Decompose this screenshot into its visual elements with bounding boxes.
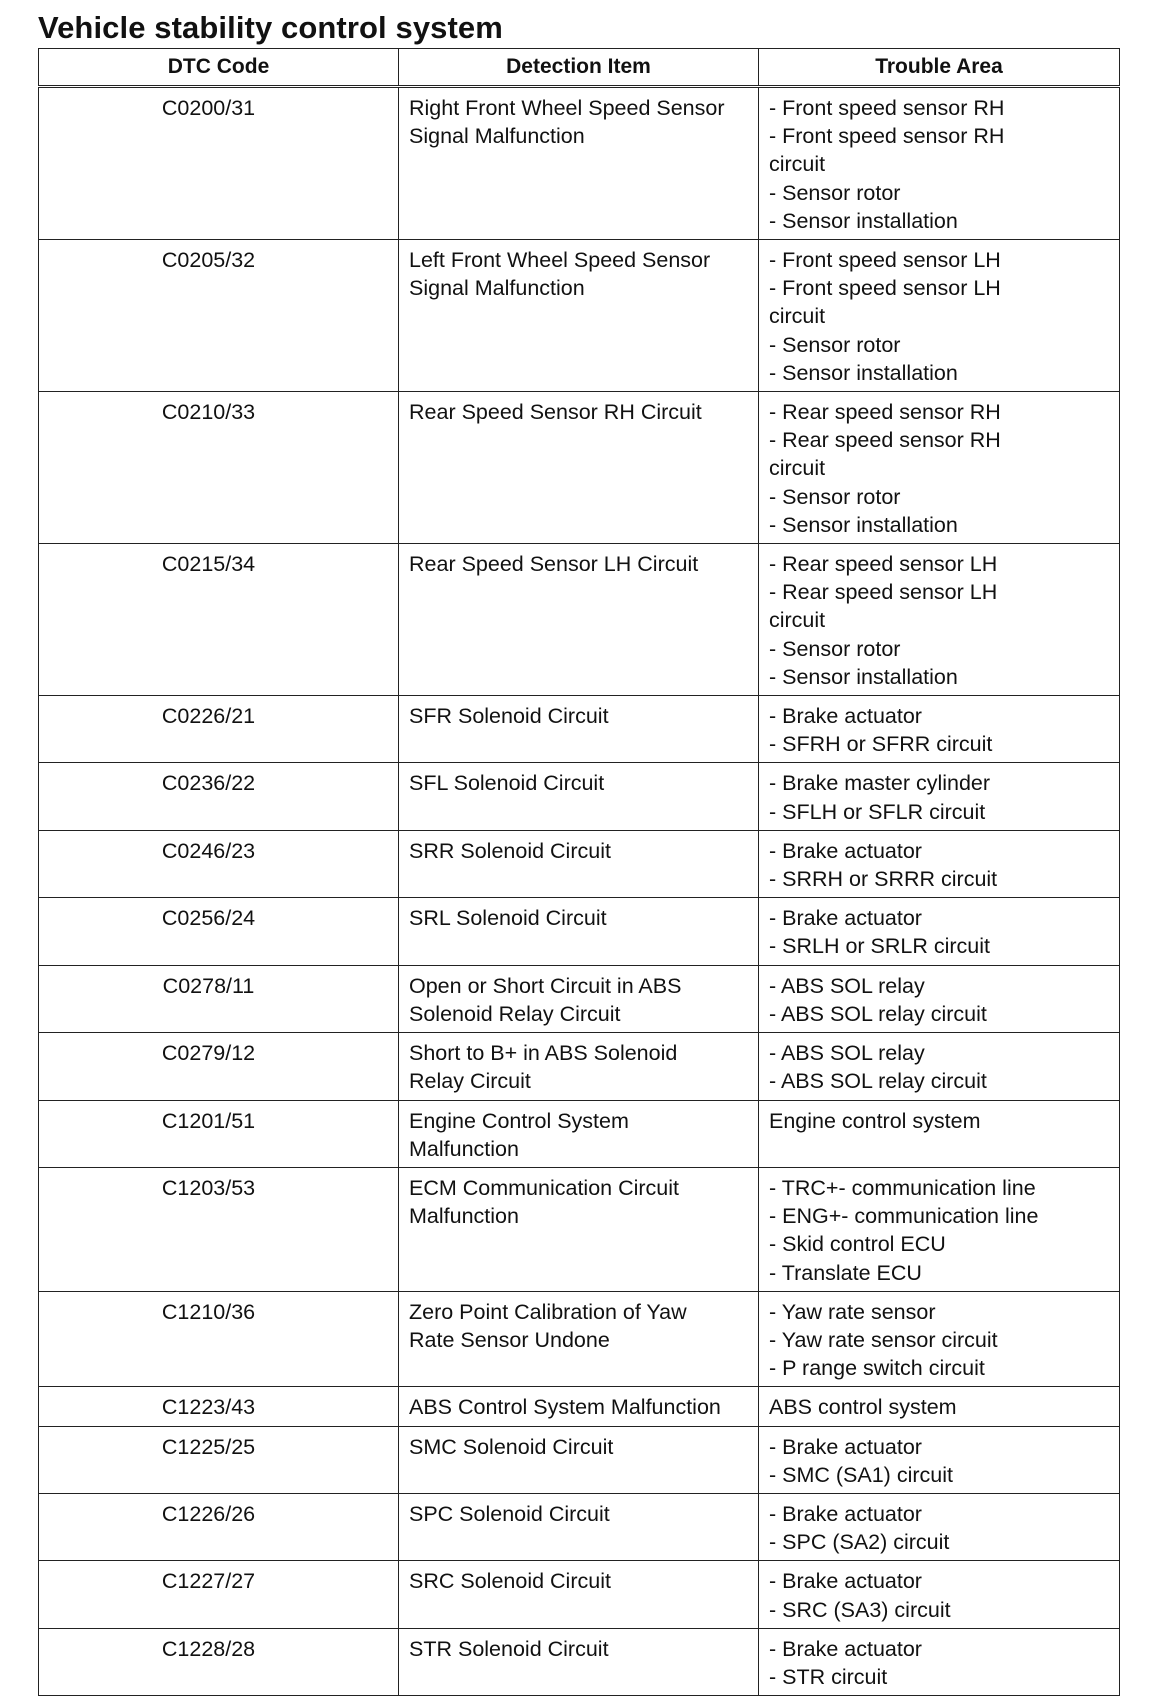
trouble-area-cell	[759, 696, 1120, 763]
dtc-code-cell: C1227/27	[39, 1561, 399, 1628]
detection-item-cell	[399, 1561, 759, 1628]
detection-item-cell	[399, 544, 759, 696]
detection-item-line: STR Solenoid Circuit	[409, 1636, 609, 1661]
trouble-area-line: - ENG+- communication line	[769, 1204, 1039, 1229]
trouble-area-line: - Sensor rotor	[769, 484, 901, 509]
trouble-area-line: circuit	[769, 152, 826, 177]
trouble-area-line: - Rear speed sensor RH	[769, 428, 1001, 453]
detection-item-cell	[399, 696, 759, 763]
trouble-area-line: - Front speed sensor RH	[769, 124, 1005, 149]
trouble-area-line: - Sensor rotor	[769, 636, 901, 661]
dtc-code-cell: C0246/23	[39, 830, 399, 897]
header-trouble-area: Trouble Area	[759, 49, 1120, 87]
trouble-area-line: - SPC (SA2) circuit	[769, 1530, 950, 1555]
trouble-area-line: - Sensor installation	[769, 664, 958, 689]
trouble-area-cell	[759, 763, 1120, 830]
trouble-area-cell	[759, 1561, 1120, 1628]
detection-item-cell	[399, 763, 759, 830]
trouble-area-cell	[759, 1167, 1120, 1291]
dtc-code-cell: C1225/25	[39, 1426, 399, 1493]
detection-item-line: Signal Malfunction	[409, 276, 585, 301]
detection-item-line: Malfunction	[409, 1136, 519, 1161]
table-row	[39, 1628, 1120, 1695]
table-row	[39, 1167, 1120, 1291]
trouble-area-cell	[759, 87, 1120, 240]
detection-item-line: Open or Short Circuit in ABS	[409, 973, 682, 998]
trouble-area-line: - Front speed sensor LH	[769, 276, 1001, 301]
trouble-area-line: - Translate ECU	[769, 1260, 922, 1285]
trouble-area-cell	[759, 1033, 1120, 1100]
detection-item-cell	[399, 1493, 759, 1560]
trouble-area-cell	[759, 1100, 1120, 1167]
trouble-area-line: - SMC (SA1) circuit	[769, 1462, 953, 1487]
trouble-area-cell	[759, 1291, 1120, 1387]
table-row	[39, 1033, 1120, 1100]
trouble-area-line: - Brake actuator	[769, 1434, 922, 1459]
trouble-area-line: - TRC+- communication line	[769, 1175, 1036, 1200]
detection-item-cell	[399, 392, 759, 544]
trouble-area-line: - Rear speed sensor LH	[769, 552, 998, 577]
table-row	[39, 544, 1120, 696]
table-row	[39, 763, 1120, 830]
detection-item-cell	[399, 240, 759, 392]
dtc-code-cell: C1201/51	[39, 1100, 399, 1167]
trouble-area-line: - SRRH or SRRR circuit	[769, 867, 998, 892]
trouble-area-line: - Rear speed sensor RH	[769, 400, 1001, 425]
table-body	[39, 87, 1120, 1696]
detection-item-line: Malfunction	[409, 1204, 519, 1229]
detection-item-cell	[399, 1100, 759, 1167]
detection-item-cell	[399, 965, 759, 1032]
table-row	[39, 898, 1120, 965]
trouble-area-line: - Front speed sensor LH	[769, 248, 1001, 273]
detection-item-cell	[399, 1167, 759, 1291]
detection-item-line: Left Front Wheel Speed Sensor	[409, 248, 711, 273]
trouble-area-line: - Yaw rate sensor circuit	[769, 1327, 998, 1352]
detection-item-line: SPC Solenoid Circuit	[409, 1501, 610, 1526]
table-row	[39, 1426, 1120, 1493]
table-row	[39, 1493, 1120, 1560]
detection-item-cell	[399, 87, 759, 240]
detection-item-line: Engine Control System	[409, 1108, 629, 1133]
trouble-area-cell	[759, 1426, 1120, 1493]
detection-item-line: Signal Malfunction	[409, 124, 585, 149]
dtc-code-cell: C0215/34	[39, 544, 399, 696]
detection-item-line: Rear Speed Sensor LH Circuit	[409, 552, 699, 577]
table-row	[39, 1291, 1120, 1387]
detection-item-line: ABS Control System Malfunction	[409, 1395, 721, 1420]
trouble-area-line: Engine control system	[769, 1108, 981, 1133]
trouble-area-line: - STR circuit	[769, 1664, 888, 1689]
dtc-code-cell: C0210/33	[39, 392, 399, 544]
trouble-area-cell	[759, 544, 1120, 696]
detection-item-cell	[399, 898, 759, 965]
detection-item-cell	[399, 830, 759, 897]
trouble-area-line: - ABS SOL relay	[769, 973, 925, 998]
dtc-code-cell: C0256/24	[39, 898, 399, 965]
trouble-area-line: circuit	[769, 304, 826, 329]
table-header-row	[39, 49, 1120, 87]
trouble-area-line: - Brake master cylinder	[769, 771, 991, 796]
trouble-area-cell	[759, 392, 1120, 544]
table-row	[39, 965, 1120, 1032]
header-detection-item: Detection Item	[399, 49, 759, 87]
trouble-area-line: - Skid control ECU	[769, 1232, 946, 1257]
detection-item-line: ECM Communication Circuit	[409, 1175, 680, 1200]
table-row	[39, 87, 1120, 240]
page-title: Vehicle stability control system	[38, 10, 503, 45]
detection-item-line: Solenoid Relay Circuit	[409, 1001, 621, 1026]
detection-item-line: Short to B+ in ABS Solenoid	[409, 1041, 678, 1066]
trouble-area-line: - Brake actuator	[769, 1636, 922, 1661]
table-row	[39, 1387, 1120, 1426]
dtc-code-cell: C0278/11	[39, 965, 399, 1032]
dtc-code-cell: C0279/12	[39, 1033, 399, 1100]
trouble-area-cell	[759, 965, 1120, 1032]
detection-item-cell	[399, 1033, 759, 1100]
trouble-area-line: - ABS SOL relay	[769, 1041, 925, 1066]
detection-item-line: SRC Solenoid Circuit	[409, 1569, 611, 1594]
detection-item-cell	[399, 1426, 759, 1493]
dtc-code-cell: C0226/21	[39, 696, 399, 763]
table-row	[39, 696, 1120, 763]
trouble-area-line: - ABS SOL relay circuit	[769, 1001, 987, 1026]
trouble-area-line: - Sensor installation	[769, 360, 958, 385]
trouble-area-cell	[759, 898, 1120, 965]
trouble-area-line: - Sensor rotor	[769, 332, 901, 357]
trouble-area-line: - Sensor installation	[769, 208, 958, 233]
trouble-area-line: - Front speed sensor RH	[769, 96, 1005, 120]
dtc-code-cell: C1210/36	[39, 1291, 399, 1387]
detection-item-line: SFR Solenoid Circuit	[409, 704, 609, 729]
table-row	[39, 240, 1120, 392]
table-row	[39, 392, 1120, 544]
detection-item-line: SRL Solenoid Circuit	[409, 906, 607, 931]
detection-item-cell	[399, 1628, 759, 1695]
trouble-area-line: - Brake actuator	[769, 704, 922, 729]
detection-item-line: SFL Solenoid Circuit	[409, 771, 605, 796]
trouble-area-line: - SFLH or SFLR circuit	[769, 799, 986, 824]
dtc-code-cell: C0200/31	[39, 87, 399, 240]
dtc-code-cell: C1226/26	[39, 1493, 399, 1560]
detection-item-line: Rate Sensor Undone	[409, 1327, 610, 1352]
trouble-area-line: circuit	[769, 456, 826, 481]
detection-item-line: Rear Speed Sensor RH Circuit	[409, 400, 702, 425]
trouble-area-line: - SRC (SA3) circuit	[769, 1597, 951, 1622]
trouble-area-line: - Sensor rotor	[769, 180, 901, 205]
detection-item-cell	[399, 1387, 759, 1426]
header-dtc-code: DTC Code	[39, 49, 399, 87]
table-row	[39, 1561, 1120, 1628]
trouble-area-line: - SRLH or SRLR circuit	[769, 934, 991, 959]
trouble-area-line: - Brake actuator	[769, 906, 922, 931]
trouble-area-line: circuit	[769, 608, 826, 633]
trouble-area-cell	[759, 1493, 1120, 1560]
detection-item-line: Zero Point Calibration of Yaw	[409, 1299, 687, 1324]
trouble-area-line: - Sensor installation	[769, 512, 958, 537]
trouble-area-line: - Brake actuator	[769, 838, 922, 863]
trouble-area-line: - SFRH or SFRR circuit	[769, 732, 993, 757]
dtc-code-cell: C0205/32	[39, 240, 399, 392]
detection-item-cell	[399, 1291, 759, 1387]
dtc-code-cell: C0236/22	[39, 763, 399, 830]
trouble-area-cell	[759, 1387, 1120, 1426]
trouble-area-line: - P range switch circuit	[769, 1356, 985, 1381]
trouble-area-line: - Brake actuator	[769, 1501, 922, 1526]
trouble-area-line: - Yaw rate sensor	[769, 1299, 936, 1324]
table-row	[39, 830, 1120, 897]
trouble-area-cell	[759, 830, 1120, 897]
trouble-area-line: ABS control system	[769, 1395, 957, 1420]
detection-item-line: Right Front Wheel Speed Sensor	[409, 96, 725, 120]
table-row	[39, 1100, 1120, 1167]
detection-item-line: SMC Solenoid Circuit	[409, 1434, 614, 1459]
trouble-area-cell	[759, 240, 1120, 392]
trouble-area-line: - Brake actuator	[769, 1569, 922, 1594]
trouble-area-cell	[759, 1628, 1120, 1695]
dtc-code-cell: C1223/43	[39, 1387, 399, 1426]
dtc-table	[38, 48, 1120, 1696]
dtc-code-cell: C1228/28	[39, 1628, 399, 1695]
trouble-area-line: - Rear speed sensor LH	[769, 580, 998, 605]
dtc-code-cell: C1203/53	[39, 1167, 399, 1291]
detection-item-line: Relay Circuit	[409, 1069, 531, 1094]
detection-item-line: SRR Solenoid Circuit	[409, 838, 611, 863]
trouble-area-line: - ABS SOL relay circuit	[769, 1069, 987, 1094]
